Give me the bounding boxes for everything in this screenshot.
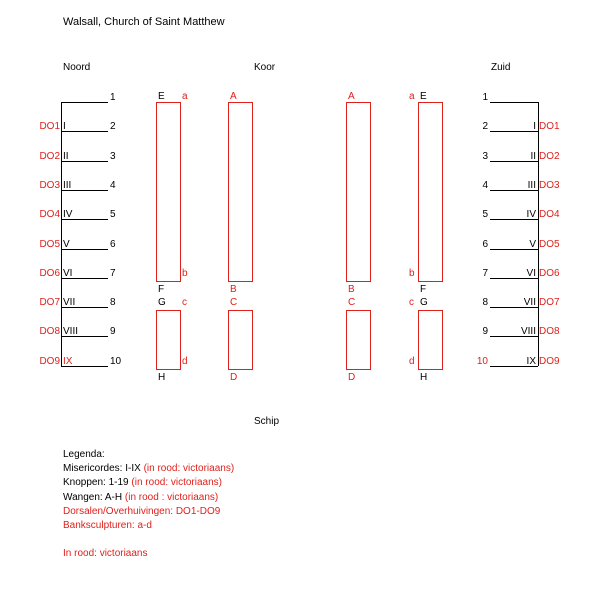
south-dorsal-code: DO9 xyxy=(539,356,560,367)
legend-misericords: Misericordes: I-IX (in rood: victoriaans) xyxy=(63,463,235,475)
north-bench-row-line xyxy=(61,102,108,103)
label-north: Noord xyxy=(63,62,91,73)
sculpture-label-c-north: c xyxy=(182,297,187,308)
cheek-label-f-north: F xyxy=(158,284,165,295)
south-knob-number: 10 xyxy=(476,356,488,367)
south-misericord-number: III xyxy=(527,180,536,191)
south-dorsal-code: DO4 xyxy=(539,209,560,220)
cheek-label-a-south: A xyxy=(348,91,355,102)
sculpture-label-b-south: b xyxy=(409,268,415,279)
legend xyxy=(63,448,234,561)
cheek-label-e-south: E xyxy=(420,91,427,102)
north-misericord-number: IX xyxy=(63,356,73,367)
stall-south-outer-lower xyxy=(418,310,443,370)
north-misericord-number: III xyxy=(63,180,72,191)
north-dorsal-code: DO6 xyxy=(39,268,60,279)
sculpture-label-b-north: b xyxy=(182,268,188,279)
south-misericord-number: VIII xyxy=(520,326,536,337)
north-knob-number: 6 xyxy=(110,239,116,250)
north-dorsal-code: DO1 xyxy=(39,121,60,132)
legend-dorsals: Dorsalen/Overhuivingen: DO1-DO9 xyxy=(63,505,221,517)
cheek-label-d-south: D xyxy=(348,372,356,383)
north-knob-number: 9 xyxy=(110,326,116,337)
cheek-label-c-north: C xyxy=(230,297,238,308)
south-knob-number: 3 xyxy=(482,151,488,162)
legend-heading: Legenda: xyxy=(63,449,105,460)
sculpture-label-c-south: c xyxy=(409,297,414,308)
north-dorsal-code: DO3 xyxy=(39,180,60,191)
south-dorsal-code: DO7 xyxy=(539,297,560,308)
north-misericord-number: I xyxy=(63,121,66,132)
sculpture-label-d-south: d xyxy=(409,356,415,367)
south-knob-number: 6 xyxy=(482,239,488,250)
south-misericord-number: IX xyxy=(526,356,536,367)
south-dorsal-code: DO8 xyxy=(539,326,560,337)
south-knob-number: 7 xyxy=(482,268,488,279)
cheek-label-e-north: E xyxy=(158,91,165,102)
cheek-label-f-south: F xyxy=(420,284,427,295)
south-knob-number: 9 xyxy=(482,326,488,337)
south-knob-number: 2 xyxy=(482,121,488,132)
south-knob-number: 1 xyxy=(482,92,488,103)
north-dorsal-code: DO5 xyxy=(39,239,60,250)
legend-cheeks-note: (in rood : victoriaans) xyxy=(124,491,219,503)
south-dorsal-code: DO1 xyxy=(539,121,560,132)
south-misericord-number: I xyxy=(533,121,536,132)
cheek-label-d-north: D xyxy=(230,372,238,383)
stall-north-outer-upper xyxy=(156,102,181,282)
cheek-label-c-south: C xyxy=(348,297,356,308)
north-misericord-number: V xyxy=(63,239,70,250)
north-knob-number: 2 xyxy=(110,121,116,132)
north-knob-number: 3 xyxy=(110,151,116,162)
south-misericord-number: II xyxy=(530,151,536,162)
south-bench-row-line xyxy=(490,102,538,103)
north-dorsal-code: DO8 xyxy=(39,326,60,337)
stall-north-outer-lower xyxy=(156,310,181,370)
north-misericord-number: VII xyxy=(63,297,76,308)
south-misericord-number: IV xyxy=(526,209,536,220)
south-misericord-number: V xyxy=(529,239,536,250)
north-misericord-number: VIII xyxy=(63,326,79,337)
north-knob-number: 8 xyxy=(110,297,116,308)
legend-bench-sculptures: Banksculpturen: a-d xyxy=(63,520,152,532)
sculpture-label-a-north: a xyxy=(182,91,188,102)
sculpture-label-d-north: d xyxy=(182,356,188,367)
cheek-label-b-north: B xyxy=(230,284,237,295)
north-misericord-number: IV xyxy=(63,209,73,220)
label-nave: Schip xyxy=(254,416,280,427)
north-dorsal-code: DO2 xyxy=(39,151,60,162)
cheek-label-h-north: H xyxy=(158,372,166,383)
stall-south-outer-upper xyxy=(418,102,443,282)
south-knob-number: 4 xyxy=(482,180,488,191)
cheek-label-g-north: G xyxy=(158,297,166,308)
stall-south-inner-lower xyxy=(346,310,371,370)
south-dorsal-code: DO5 xyxy=(539,239,560,250)
legend-misericords-note: (in rood: victoriaans) xyxy=(143,463,235,475)
north-knob-number: 10 xyxy=(110,356,122,367)
south-misericord-number: VII xyxy=(523,297,536,308)
north-dorsal-code: DO4 xyxy=(39,209,60,220)
north-dorsal-code: DO7 xyxy=(39,297,60,308)
south-dorsal-code: DO2 xyxy=(539,151,560,162)
cheek-label-b-south: B xyxy=(348,284,355,295)
label-south: Zuid xyxy=(491,62,511,73)
page-title: Walsall, Church of Saint Matthew xyxy=(63,16,225,28)
legend-red-note: In rood: victoriaans xyxy=(63,548,148,560)
stall-south-inner-upper xyxy=(346,102,371,282)
legend-cheeks: Wangen: A-H (in rood : victoriaans) xyxy=(63,491,219,503)
south-dorsal-code: DO3 xyxy=(539,180,560,191)
north-knob-number: 4 xyxy=(110,180,116,191)
legend-knobs-note: (in rood: victoriaans) xyxy=(131,477,222,489)
label-choir: Koor xyxy=(254,62,276,73)
north-dorsal-code: DO9 xyxy=(39,356,60,367)
legend-knobs: Knoppen: 1-19 (in rood: victoriaans) xyxy=(63,477,222,489)
stall-north-inner-upper xyxy=(228,102,253,282)
north-misericord-number: VI xyxy=(63,268,73,279)
south-misericord-number: VI xyxy=(526,268,536,279)
sculpture-label-a-south: a xyxy=(409,91,415,102)
south-knob-number: 8 xyxy=(482,297,488,308)
cheek-label-a-north: A xyxy=(230,91,237,102)
cheek-label-g-south: G xyxy=(420,297,428,308)
cheek-label-h-south: H xyxy=(420,372,428,383)
south-dorsal-code: DO6 xyxy=(539,268,560,279)
north-knob-number: 7 xyxy=(110,268,116,279)
north-bench-row-line xyxy=(61,131,108,132)
north-misericord-number: II xyxy=(63,151,69,162)
north-bench-spine xyxy=(61,102,62,366)
north-knob-number: 1 xyxy=(110,92,116,103)
stall-north-inner-lower xyxy=(228,310,253,370)
north-knob-number: 5 xyxy=(110,209,116,220)
south-knob-number: 5 xyxy=(482,209,488,220)
